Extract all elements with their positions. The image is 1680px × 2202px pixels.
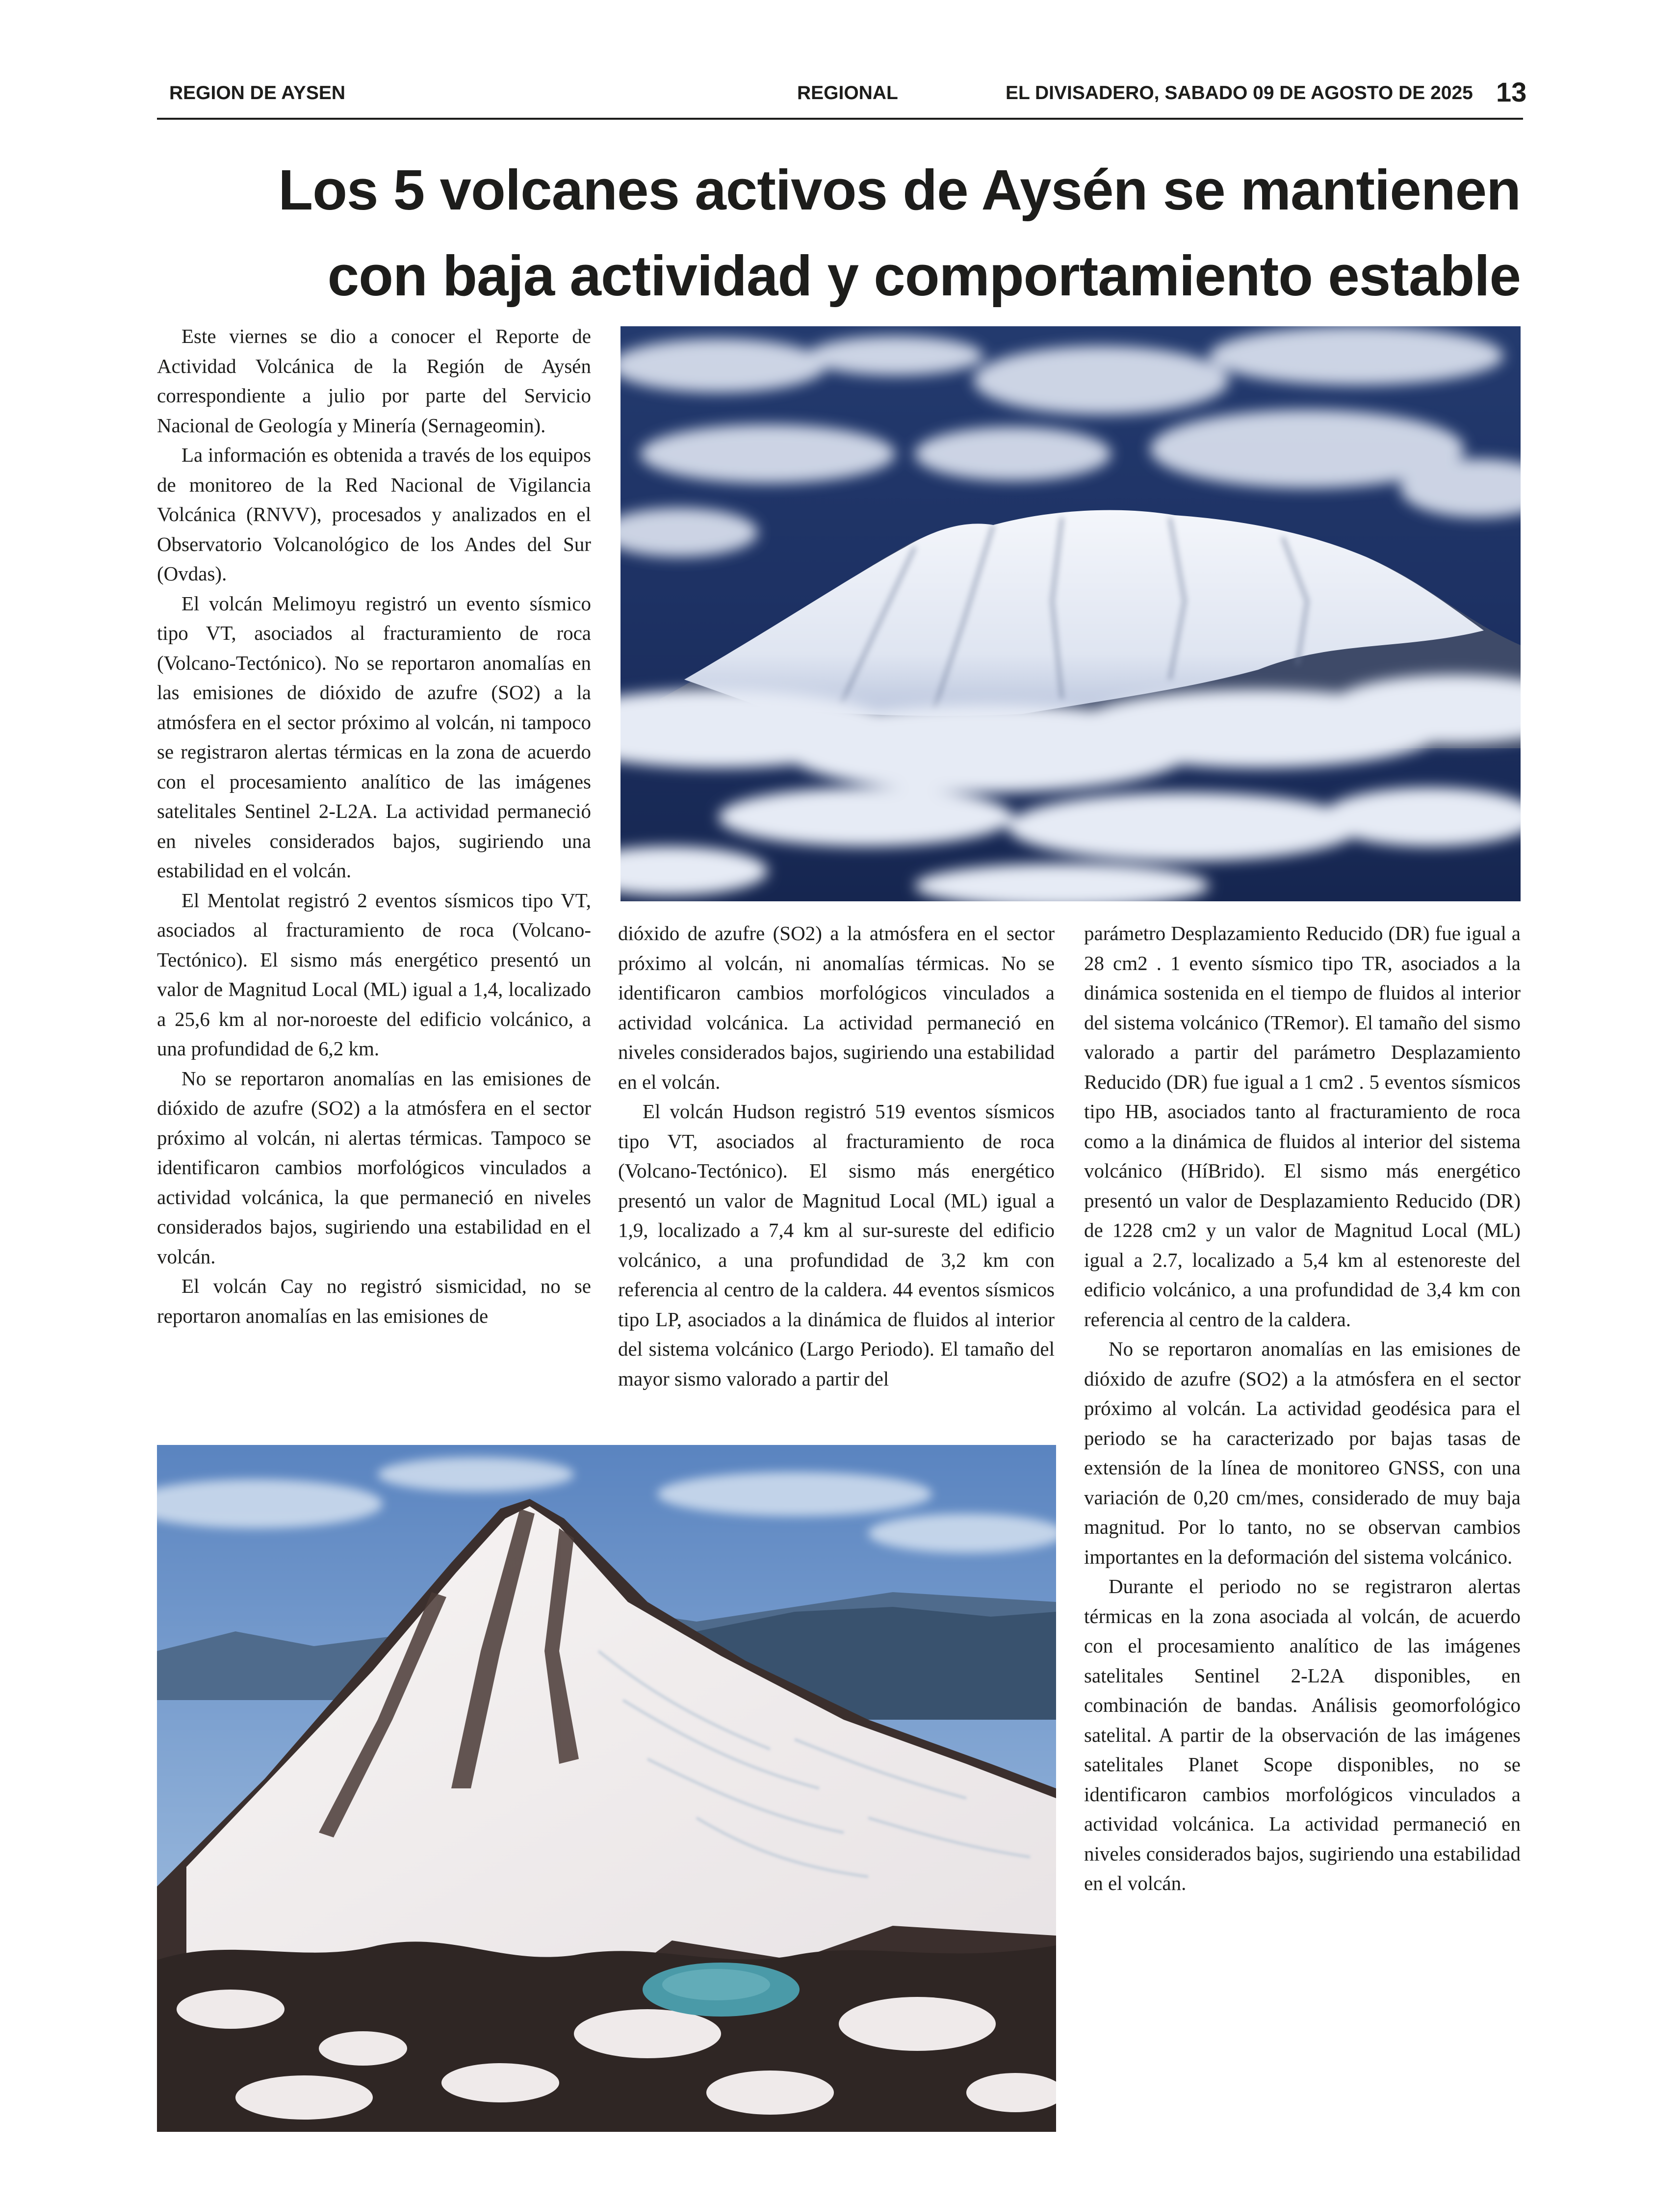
paragraph: El volcán Cay no registró sismicidad, no se reportaron anomalías en las emisiones de [157,1275,591,1327]
section-label: REGION DE AYSEN [169,82,346,104]
paragraph-continuation: parámetro Desplazamiento Reducido (DR) fue igual a 28 cm2 . 1 evento sísmico tipo TR, asociados a la dinámica sostenida en el tiempo de fluidos al interior del sistema volcánico (TRemor). El tamaño del sismo valorado a partir del parámetro Desplazamiento Reducido (DR) fue igual a 1 cm2 . 5 eventos sísmicos tipo HB, asociados tanto al fracturamiento de roca como a la dinámica de fluidos al interior del sistema volcánico (HíBrido). El sismo más energético presentó un valor de Desplazamiento Reducido (DR) de 1228 cm2 y un valor de Magnitud Local (ML) igual a 2.7, localizado a 5,4 km al estenoreste del edificio volcánico, a una profundidad de 3,4 km con referencia al centro de la caldera. [1084,922,1521,1331]
article-column-2 [618,918,1055,1393]
photo-volcano-glacier-lake [157,1445,1056,2132]
paragraph: Este viernes se dio a conocer el Reporte de Actividad Volcánica de la Región de Aysén correspondiente a julio por parte del Servicio Nacional de Geología y Minería (Sernageomin). [157,325,591,437]
dateline: EL DIVISADERO, SABADO 09 DE AGOSTO DE 2025 [1006,82,1473,104]
paragraph: Durante el periodo no se registraron alertas térmicas en la zona asociada al volcán, de acuerdo con el procesamiento analítico de las imágenes satelitales Sentinel 2-L2A disponibles, en combinación de bandas. Análisis geomorfológico satelital. A partir de la observación de las imágenes satelitales Planet Scope disponibles, no se identificaron cambios morfológicos vinculados a actividad volcánica. La actividad permaneció en niveles considerados bajos, sugiriendo una estabilidad en el volcán. [1084,1575,1521,1894]
paragraph-continuation: dióxido de azufre (SO2) a la atmósfera en el sector próximo al volcán, ni anomalías térmicas. No se identificaron cambios morfológicos vinculados a actividad volcánica. La actividad permaneció en niveles considerados bajos, sugiriendo una estabilidad en el volcán. [618,922,1055,1093]
headline-line-2: con baja actividad y comportamiento estable [327,244,1521,308]
page-number: 13 [1496,77,1527,107]
paragraph: El Mentolat registró 2 eventos sísmicos tipo VT, asociados al fracturamiento de roca (Volcano-Tectónico). El sismo más energético presentó un valor de Magnitud Local (ML) igual a 1,4, localizado a 25,6 km al nor-noroeste del edificio volcánico, a una profundidad de 6,2 km. [157,889,591,1060]
headline-line-1: Los 5 volcanes activos de Aysén se mantienen [278,158,1521,222]
header-rule [157,118,1523,120]
photo-volcano-glacier-lake-graphic [157,1445,1056,2132]
paragraph: El volcán Melimoyu registró un evento sísmico tipo VT, asociados al fracturamiento de roca (Volcano-Tectónico). No se reportaron anomalías en las emisiones de dióxido de azufre (SO2) a la atmósfera en el sector próximo al volcán, ni tampoco se registraron alertas térmicas en la zona de acuerdo con el procesamiento analítico de las imágenes satelitales Sentinel 2-L2A. La actividad permaneció en niveles considerados bajos, sugiriendo una estabilidad en el volcán. [157,592,591,882]
article-column-1 [157,321,591,1331]
paragraph: No se reportaron anomalías en las emisiones de dióxido de azufre (SO2) a la atmósfera en el sector próximo al volcán. La actividad geodésica para el periodo se ha caracterizado por bajas tasas de extensión de la línea de monitoreo GNSS, con una variación de 0,20 cm/mes, considerado de muy baja magnitud. Por lo tanto, no se observan cambios importantes en la deformación del sistema volcánico. [1084,1337,1521,1568]
paragraph: El volcán Hudson registró 519 eventos sísmicos tipo VT, asociados al fracturamiento de roca (Volcano-Tectónico). El sismo más energético presentó un valor de Magnitud Local (ML) igual a 1,9, localizado a 7,4 km al sur-sureste del edificio volcánico, a una profundidad de 3,2 km con referencia al centro de la caldera. 44 eventos sísmicos tipo LP, asociados a la dinámica de fluidos al interior del sistema volcánico (Largo Periodo). El tamaño del mayor sismo valorado a partir del [618,1100,1055,1390]
article-column-3 [1084,918,1521,1898]
headline [162,147,1521,319]
photo-volcano-aerial-clouds [620,326,1521,901]
paragraph: La información es obtenida a través de los equipos de monitoreo de la Red Nacional de Vigilancia Volcánica (RNVV), procesados y analizados en el Observatorio Volcanológico de los Andes del Sur (Ovdas). [157,444,591,585]
section-category: REGIONAL [797,82,898,104]
photo-volcano-aerial-clouds-graphic [620,326,1521,901]
paragraph: No se reportaron anomalías en las emisiones de dióxido de azufre (SO2) a la atmósfera en el sector próximo al volcán, ni alertas térmicas. Tampoco se identificaron cambios morfológicos vinculados a actividad volcánica, la que permaneció en niveles considerados bajos, sugiriendo una estabilidad en el volcán. [157,1067,591,1268]
